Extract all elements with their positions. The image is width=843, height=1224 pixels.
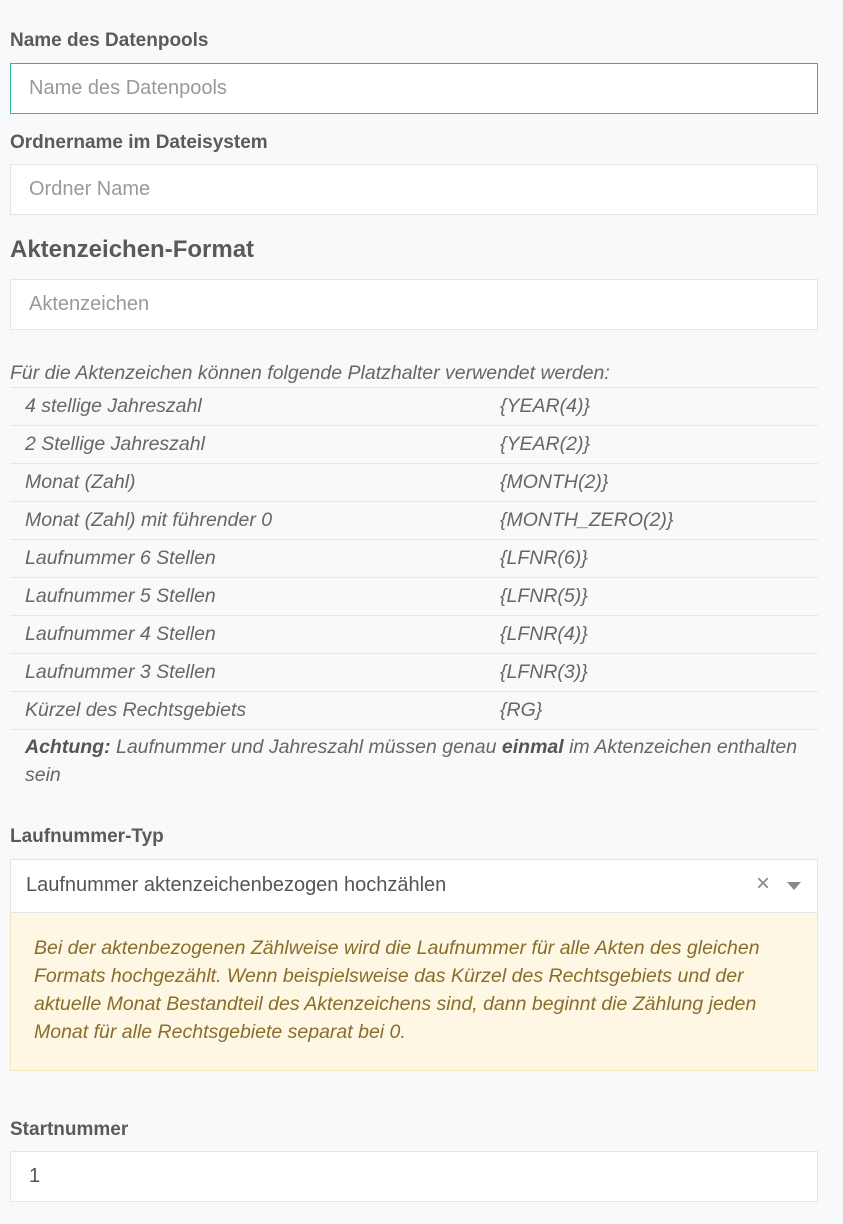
placeholder-token: {YEAR(4)} xyxy=(500,395,590,417)
placeholder-token: {LFNR(6)} xyxy=(500,547,588,569)
placeholder-description: Monat (Zahl) xyxy=(25,471,136,493)
counter-type-selected-value: Laufnummer aktenzeichenbezogen hochzählen xyxy=(26,874,447,896)
note-prefix: Achtung: xyxy=(25,736,111,758)
placeholder-description: 4 stellige Jahreszahl xyxy=(25,395,202,417)
start-number-label: Startnummer xyxy=(10,1119,129,1140)
file-number-format-heading: Aktenzeichen-Format xyxy=(10,236,255,263)
note-emphasis: einmal xyxy=(501,736,564,758)
placeholder-token: {MONTH(2)} xyxy=(500,471,609,493)
placeholder-row xyxy=(10,464,818,502)
placeholder-token: {MONTH_ZERO(2)} xyxy=(500,509,674,531)
placeholder-token: {LFNR(3)} xyxy=(500,661,588,683)
placeholders-note xyxy=(25,733,805,789)
close-icon[interactable]: × xyxy=(755,870,770,897)
folder-name-label: Ordnername im Dateisystem xyxy=(10,132,268,153)
pool-name-input[interactable] xyxy=(10,63,818,114)
placeholder-description: Laufnummer 5 Stellen xyxy=(25,585,216,607)
placeholder-token: {RG} xyxy=(500,699,543,721)
note-text-2: im Aktenzeichen enthalten sein xyxy=(25,736,798,786)
placeholder-row xyxy=(10,540,818,578)
placeholder-row xyxy=(10,426,818,464)
folder-name-input[interactable] xyxy=(10,164,818,215)
placeholder-row xyxy=(10,578,818,616)
placeholders-table xyxy=(10,387,818,730)
placeholder-row xyxy=(10,616,818,654)
note-text-1: Laufnummer und Jahreszahl müssen genau xyxy=(110,736,502,758)
placeholder-description: Laufnummer 6 Stellen xyxy=(25,547,216,569)
placeholders-intro: Für die Aktenzeichen können folgende Platzhalter verwendet werden: xyxy=(10,362,610,384)
placeholder-row xyxy=(10,692,818,730)
placeholder-description: Laufnummer 4 Stellen xyxy=(25,623,216,645)
file-number-format-input[interactable] xyxy=(10,279,818,330)
placeholder-row xyxy=(10,654,818,692)
start-number-input[interactable] xyxy=(10,1151,818,1202)
counter-type-label: Laufnummer-Typ xyxy=(10,826,164,847)
placeholder-token: {YEAR(2)} xyxy=(500,433,590,455)
counter-type-info-alert: Bei der aktenbezogenen Zählweise wird die Laufnummer für alle Akten des gleichen Formats hochgezählt. Wenn beispielsweise das Kürzel des Rechtsgebiets und der aktuelle Monat Bestandteil des Aktenzeichens sind, dann beginnt die Zählung jeden Monat für alle Rechtsgebiete separat bei 0. xyxy=(10,913,818,1071)
pool-name-label: Name des Datenpools xyxy=(10,30,209,51)
placeholder-token: {LFNR(4)} xyxy=(500,623,588,645)
placeholder-description: Kürzel des Rechtsgebiets xyxy=(25,699,247,721)
placeholder-description: Laufnummer 3 Stellen xyxy=(25,661,216,683)
placeholder-row xyxy=(10,388,818,426)
placeholder-row xyxy=(10,502,818,540)
caret-down-icon[interactable] xyxy=(787,882,801,890)
placeholder-description: 2 Stellige Jahreszahl xyxy=(25,433,205,455)
placeholder-token: {LFNR(5)} xyxy=(500,585,588,607)
placeholder-description: Monat (Zahl) mit führender 0 xyxy=(25,509,273,531)
counter-type-select[interactable] xyxy=(10,859,818,913)
